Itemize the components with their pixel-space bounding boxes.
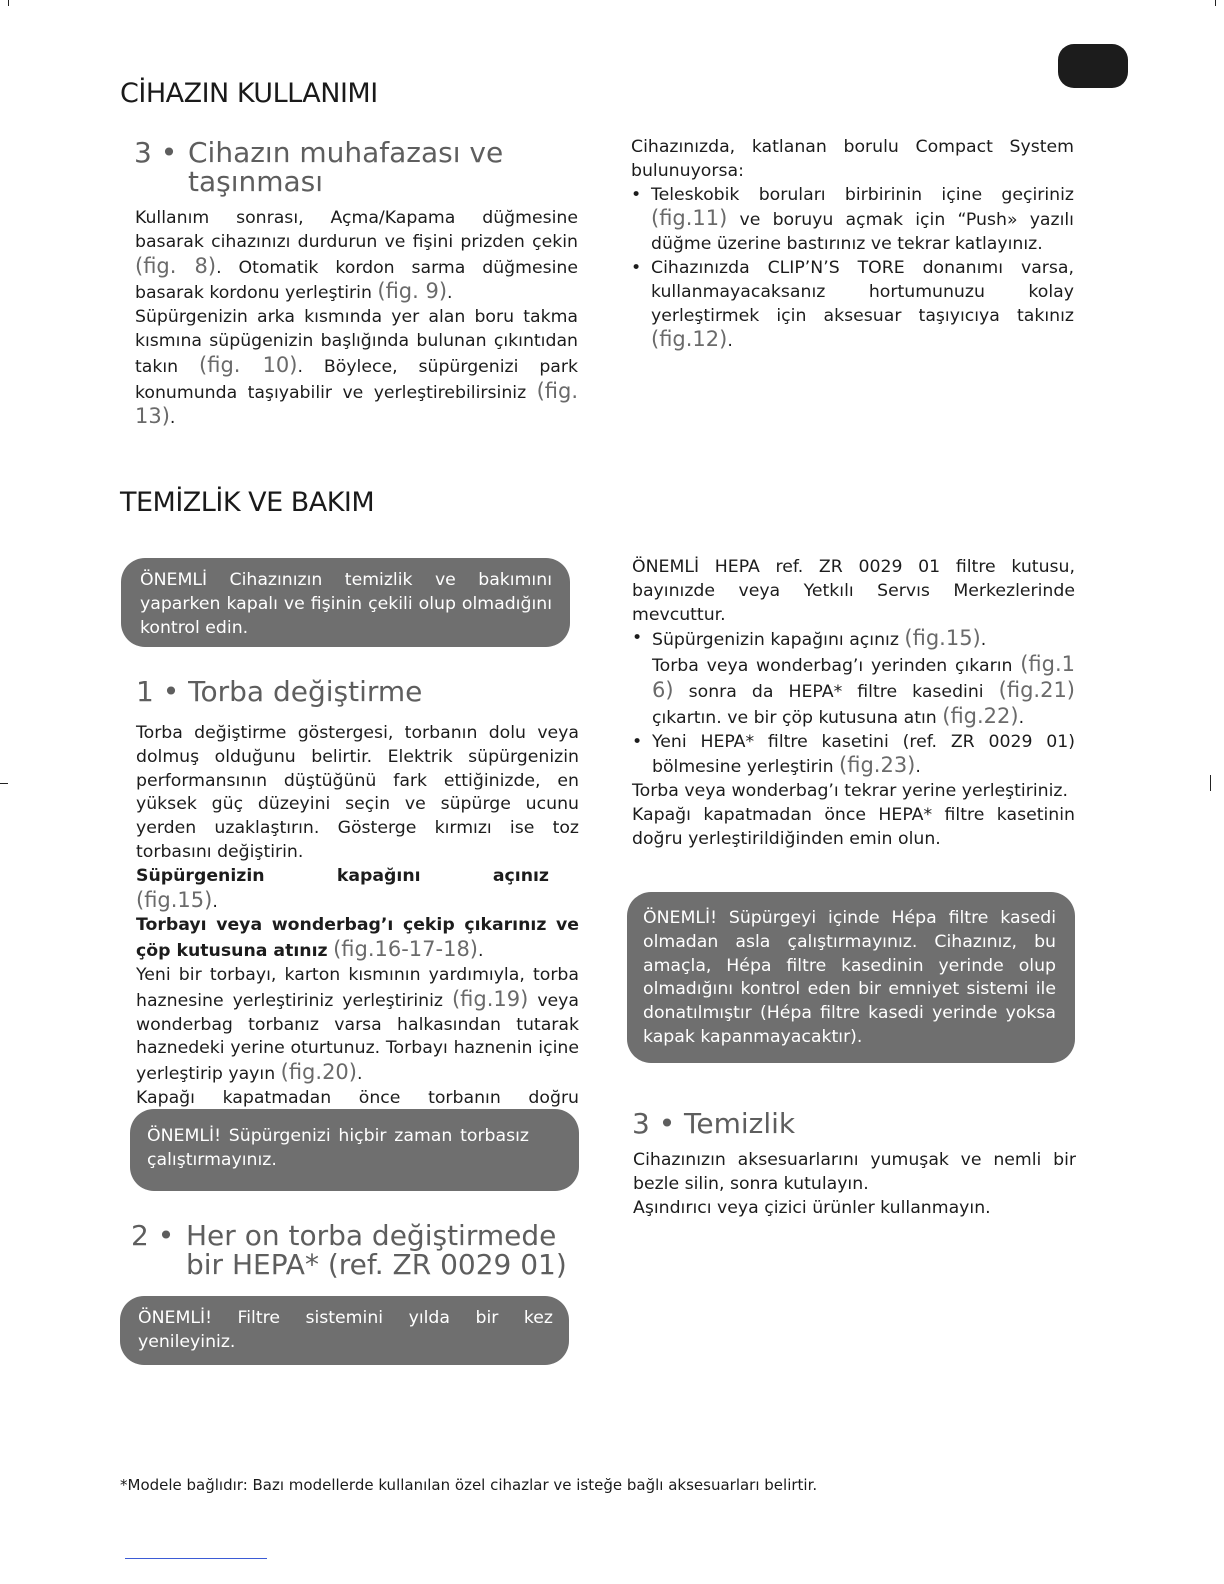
compact-text <box>631 136 1074 354</box>
storage-text <box>135 207 578 431</box>
crop-mark-top-left <box>8 0 9 6</box>
clean-text <box>633 1149 1076 1220</box>
hepa-title-line1: Her on torba değiştirmede <box>186 1219 557 1252</box>
list-item: • Cihazınızda CLIP’N’S TORE donanımı varsa, kullanmayacaksanız hortumunuzu kolay yerleştirmek için aksesuar taşıyıcıya takınız (fig.12). <box>631 257 1074 354</box>
bag-heading <box>136 677 422 706</box>
bag-step-1: Süpürgenizin kapağını açınız(fig.15). <box>136 865 549 912</box>
storage-title-line2: taşınması <box>188 165 324 198</box>
hepa-intro: ÖNEMLİ HEPA ref. ZR 0029 01 filtre kutusu, bayınızde veya Yetkılı Servıs Merkezlerinde mevcuttur. <box>632 557 1075 625</box>
bag-step-2: Torbayı veya wonderbag’ı çekip çıkarınız ve çöp kutusuna atınız (fig.16-17-18). <box>136 915 579 962</box>
fig-ref: (fig.12) <box>651 327 728 352</box>
list-item: • Süpürgenizin kapağını açınız (fig.15). Torba veya wonderbag’ı yerinden çıkarın (fig.1 6) sonra da HEPA* filtre kasedini (fig.21) çıkartın. ve bir çöp kutusuna atın (fig.22). <box>632 627 1075 730</box>
compact-list <box>631 184 1074 355</box>
crop-mark-top-right <box>1215 0 1216 6</box>
bag-number: 1 • <box>136 675 180 708</box>
hepa-text <box>632 556 1075 852</box>
notice-box-hepa-required: ÖNEMLİ! Süpürgeyi içinde Hépa filtre kasedi olmadan asla çalıştırmayınız. Cihazınız, bu amaçla, Hépa filtre kasedinin yerinde olup olmadığını kontrol eden bir emniyet sistemi ile donatılmıştır (Hépa filtre kasedi yerinde yoksa kapak kapanmayacaktır). <box>627 892 1075 1063</box>
hepa-paragraph-1: Torba veya wonderbag’ı tekrar yerine yerleştiriniz. <box>632 781 1068 802</box>
crop-mark-left <box>0 783 8 784</box>
list-item: • Yeni HEPA* filtre kasetini (ref. ZR 0029 01) bölmesine yerleştirin (fig.23). <box>632 731 1075 781</box>
notice-box-power-off: ÖNEMLİ Cihazınızın temizlik ve bakımını yaparken kapalı ve fişinin çekili olup olmadığını kontrol edin. <box>121 558 570 647</box>
clean-title: Temizlik <box>684 1107 796 1140</box>
clean-paragraph-2: Aşındırıcı veya çizici ürünler kullanmayın. <box>633 1197 991 1218</box>
fig-ref: (fig. 9) <box>377 279 448 304</box>
storage-paragraph-1: Kullanım sonrası, Açma/Kapama düğmesine basarak cihazınızı durdurun ve fişini prizden çekin (fig. 8). Otomatik kordon sarma düğmesine basarak kordonu yerleştirin (fig. 9). <box>135 208 578 304</box>
list-item: • Teleskobik boruları birbirinin içine geçiriniz (fig.11) ve boruyu açmak için “Push» yazılı düğme üzerine bastırınız ve tekrar katlayınız. <box>631 184 1074 257</box>
hepa-paragraph-2: Kapağı kapatmadan önce HEPA* filtre kasetinin doğru yerleştirildiğinden emin olun. <box>632 804 1075 849</box>
language-tab <box>1058 44 1128 88</box>
storage-paragraph-2: Süpürgenizin arka kısmında yer alan boru takma kısmına süpügenizin başlığında bulunan çıkıntıdan takın (fig. 10). Böylece, süpürgenizi park konumunda taşıyabilir ve yerleştirebilirsiniz (fig. 13). <box>135 307 578 429</box>
fig-ref: (fig.1 6) <box>652 652 1075 702</box>
section-heading-usage: CİHAZIN KULLANIMI <box>120 78 378 109</box>
notice-box-no-bag: ÖNEMLİ! Süpürgenizi hiçbir zaman torbasız çalıştırmayınız. <box>130 1109 579 1191</box>
clean-paragraph-1: Cihazınızın aksesuarlarını yumuşak ve nemli bir bezle silin, sonra kutulayın. <box>633 1150 1076 1194</box>
fig-ref: (fig.16-17-18) <box>333 937 479 962</box>
hepa-list <box>632 627 1075 780</box>
fig-ref: (fig. 13) <box>135 378 578 429</box>
bag-title: Torba değiştirme <box>188 675 423 708</box>
bag-paragraph-2: Yeni bir torbayı, karton kısmının yardımıyla, torba haznesine yerleştiriniz yerleştiriniz (fig.19) veya wonderbag torbanız varsa halkasından tutarak haznedeki yerine oturtunuz. Torbayı haznenin içine yerleştirip yayın (fig.20). <box>136 964 579 1085</box>
compact-intro: Cihazınızda, katlanan borulu Compact System bulunuyorsa: <box>631 137 1074 181</box>
fig-ref: (fig.21) <box>998 677 1075 702</box>
fig-ref: (fig. 10) <box>199 352 298 377</box>
bag-paragraph-3: Kapağı kapatmadan önce torbanın doğru <box>136 1087 579 1108</box>
fig-ref: (fig.20) <box>280 1060 357 1085</box>
fig-ref: (fig.11) <box>651 206 728 231</box>
hepa-number: 2 • <box>131 1219 175 1252</box>
storage-number: 3 • <box>134 136 178 169</box>
section-heading-cleaning: TEMİZLİK VE BAKIM <box>120 487 375 518</box>
storage-heading <box>134 138 594 196</box>
fig-ref: (fig.19) <box>451 986 529 1011</box>
fig-ref: (fig.23) <box>839 753 916 778</box>
hepa-title-line2: bir HEPA* (ref. ZR 0029 01) <box>186 1248 567 1281</box>
fig-ref: (fig.15) <box>904 626 981 651</box>
bag-text <box>136 722 579 1135</box>
fig-ref: (fig. 8) <box>135 253 217 278</box>
footer-rule <box>125 1558 267 1559</box>
clean-heading <box>632 1109 795 1138</box>
hepa-heading <box>131 1221 591 1279</box>
bag-paragraph-1: Torba değiştirme göstergesi, torbanın dolu veya dolmuş olduğunu belirtir. Elektrik süpürgenizin performansının düştüğünü fark ettiğinizde, en yüksek güç düzeyini seçin ve süpürge ucunu yerden uzaklaştırın. Gösterge kırmızı ise toz torbasını değiştirin. <box>136 723 579 862</box>
footnote: *Modele bağlıdır: Bazı modellerde kullanılan özel cihazlar ve isteğe bağlı aksesuarları belirtir. <box>120 1476 818 1494</box>
fig-ref: (fig.22) <box>942 703 1019 728</box>
storage-title-line1: Cihazın muhafazası ve <box>188 136 504 169</box>
notice-box-filter-yearly: ÖNEMLİ! Filtre sistemini yılda bir kez yenileyiniz. <box>120 1296 569 1365</box>
fig-ref: (fig.15) <box>136 887 213 912</box>
clean-number: 3 • <box>632 1107 676 1140</box>
crop-mark-right <box>1210 775 1211 791</box>
